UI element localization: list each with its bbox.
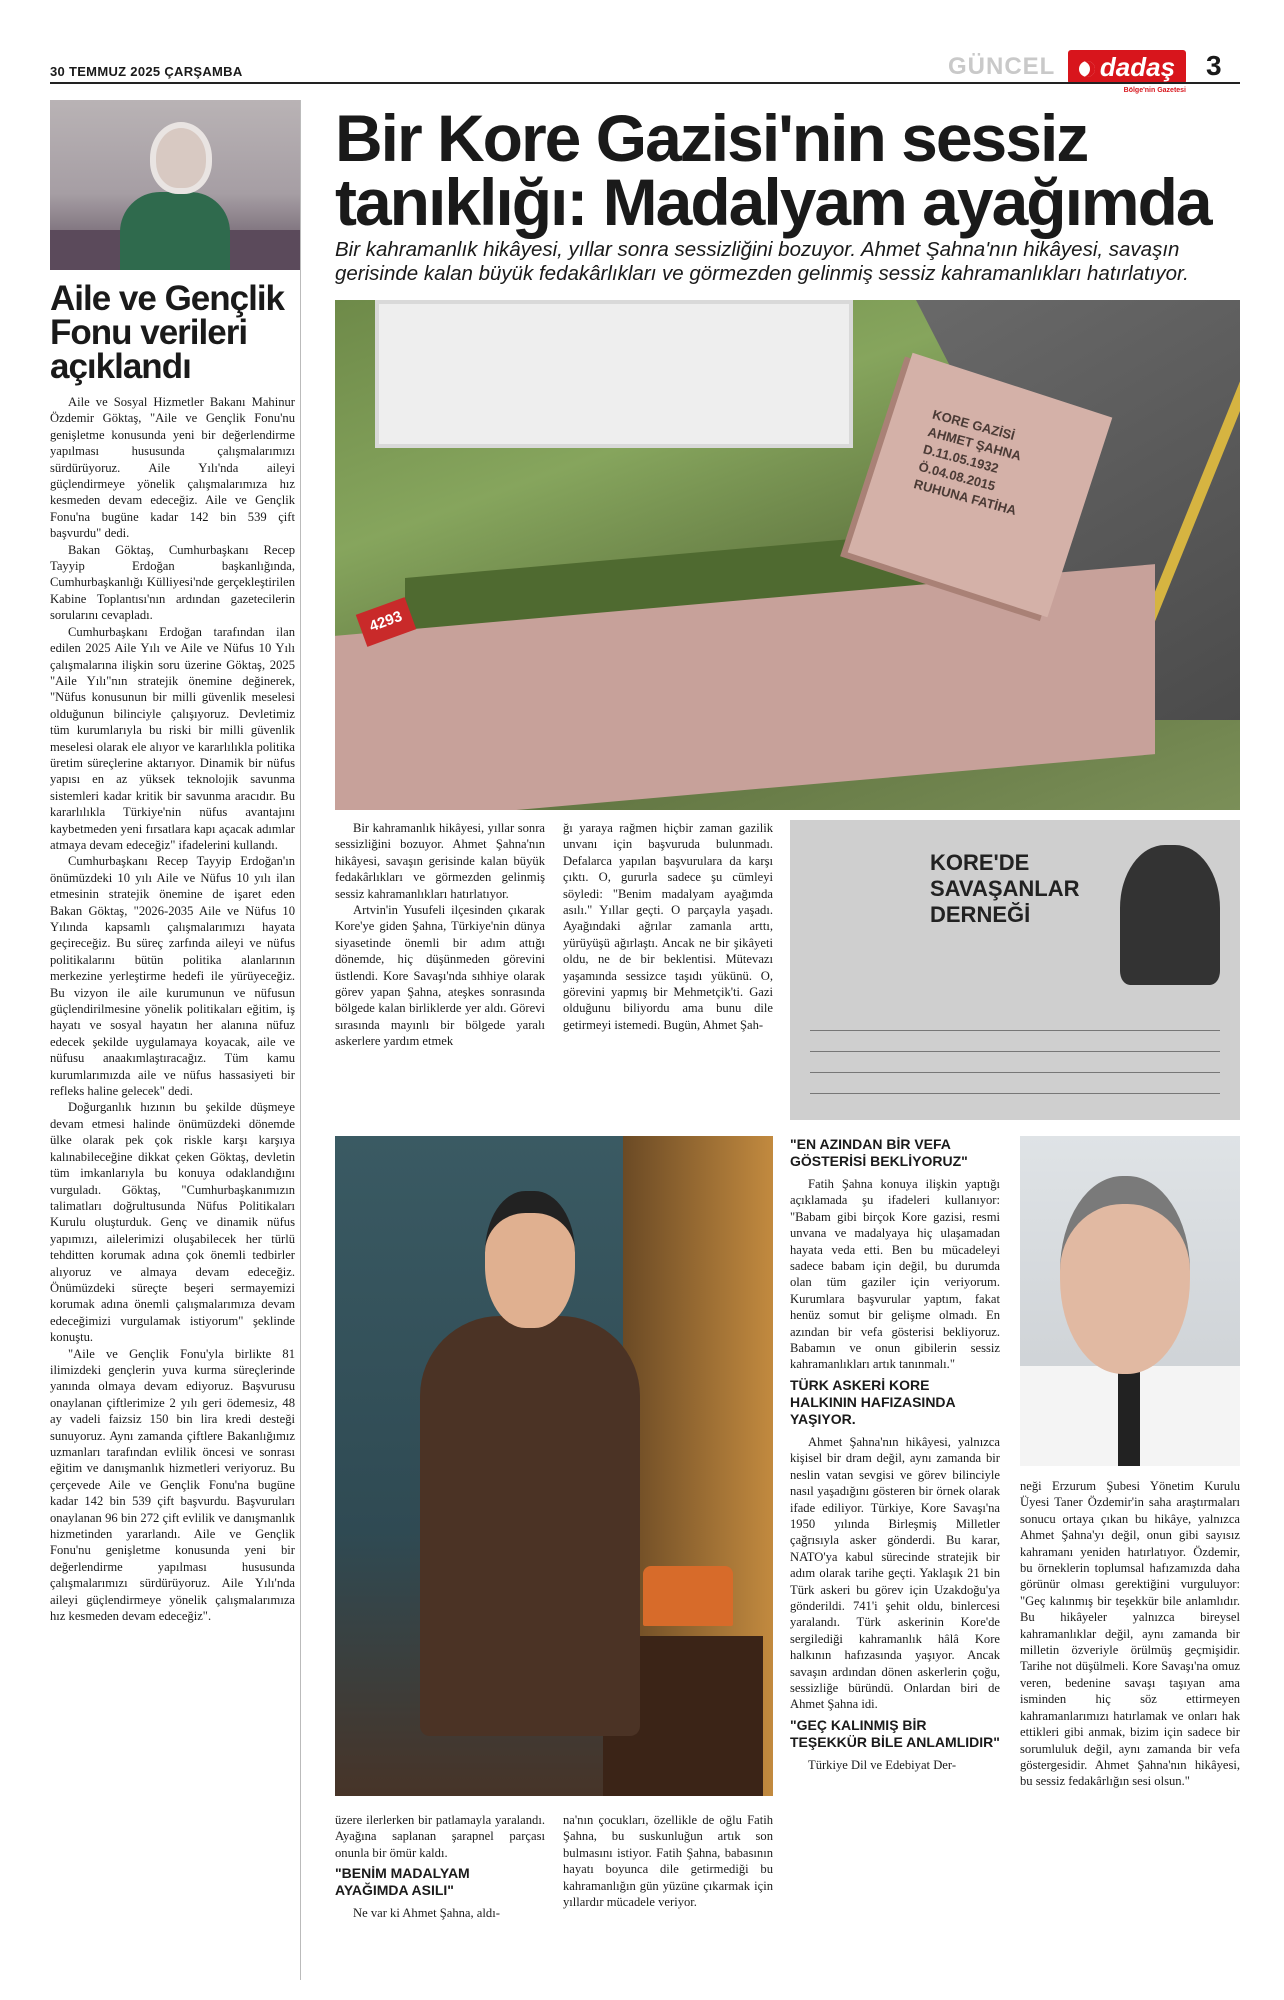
paragraph: na'nın çocukları, özellikle de oğlu Fatih Şahna, bu suskunluğun artık son bulmasını istiyor. Fatih Şahna, babasının hayatı boyunca dile getirmediği bu kahramanlığın gün yüzüne çıkarmak için yıllardır mücadele veriyor. [563, 1813, 773, 1910]
page-number: 3 [1206, 50, 1222, 81]
subheading: "GEÇ KALINMIŞ BİR TEŞEKKÜR BİLE ANLAMLIDIR" [790, 1716, 1000, 1750]
column-divider [300, 100, 301, 1980]
soldier-portrait-photo [335, 1136, 773, 1796]
right-column-2 [1020, 1478, 1240, 1790]
gravestone-inscription: KORE GAZİSİ AHMET ŞAHNA D.11.05.1932 Ö.04.08.2015 RUHUNA FATİHA [912, 406, 1023, 518]
main-headline: Bir Kore Gazisi'nin sessiz tanıklığı: Madalyam ayağımda [335, 101, 1211, 239]
header-rule [50, 82, 1240, 84]
certificate-title: KORE'DE SAVAŞANLAR DERNEĞİ [930, 850, 1080, 927]
minister-photo [50, 100, 300, 270]
main-column-4 [563, 1812, 773, 1910]
paragraph: Fatih Şahna konuya ilişkin yaptığı açıklamada şu ifadeleri kullanıyor: "Babam gibi birçok Kore gazisi, resmi unvana ve madalyaya hiç ulaşamadan hayata veda etti. Ben bu mücadeleyi sadece babam için değil, bu durumda olan tüm gaziler için veriyorum. Kurumlara başvurular yaptım, fakat henüz somut bir gelişme olmadı. En azından bir vefa gösterisi bekliyoruz. Babamın ve onun gibilerin sessiz kahramanlıkları artık tanınmalı." [790, 1177, 1000, 1372]
crescent-icon [1079, 61, 1095, 77]
paragraph: Bir kahramanlık hikâyesi, yıllar sonra sessizliğini bozuyor. Ahmet Şahna'nın hikâyesi, savaşın gerisinde kalan büyük fedakârlıkları ve görmezden gelinmiş sessiz kahramanlıkları hatırlatıyor. [335, 821, 545, 901]
logo-tagline: Bölge'nin Gazetesi [1123, 87, 1186, 94]
main-subheadline: Bir kahramanlık hikâyesi, yıllar sonra sessizliğini bozuyor. Ahmet Şahna'nın hikâyesi, savaşın gerisinde kalan büyük fedakârlıkları ve görmezden gelinmiş sessiz kahramanlıkları hatırlatıyor. [335, 238, 1189, 285]
paragraph: Doğurganlık hızının bu şekilde düşmeye devam etmesi halinde önümüzdeki dönemde ülke olarak pek çok riskle karşı karşıya kalınabileceğine dikkat çeken Göktaş, devletin tüm imkanlarıyla bu konuya odaklandığını vurguladı. Göktaş, "Cumhurbaşkanımızın talimatları doğrultusunda Nüfus Politikaları Kurulu oluşturduk. Genç ve dinamik nüfus yapımızı, ailelerimizi oluşabilecek her türlü tehditten korumak adına çok önemli tedbirler alıyoruz ve almaya devam edeceğiz. Önümüzdeki süreçte beşeri sermayemizi korumak adına önemli çalışmalarımıza devam edeceğimizi vurgulamak istiyorum" şeklinde konuştu. [50, 1100, 295, 1345]
main-column-2 [563, 820, 773, 1033]
paragraph: Türkiye Dil ve Edebiyat Der- [808, 1757, 957, 1772]
right-column-1 [790, 1132, 1000, 1773]
paragraph: neği Erzurum Şubesi Yönetim Kurulu Üyesi Taner Özdemir'in saha araştırmaları sonucu ortaya çıkan bu hikâye, yalnızca Ahmet Şahna'yı değil, onun gibi sayısız kahramanı yeniden hatırlatıyor. Özdemir, bu örneklerin toplumsal hafızamızda daha görünür olması gerektiğini vurguluyor: "Geç kalınmış bir teşekkür bile anlamlıdır. Bu hikâyeler yalnızca bireysel kahramanlıklar değil, aynı zamanda bir milletin özveriyle örülmüş geçmişidir. Tarihe not düşülmeli. Kore Savaşı'na omuz veren, bedenine savaşı taşıyan ama isminden hiç söz ettirmeyen kahramanlarımızı hatırlamak ve onları hak ettikleri gibi anmak, bizim için sadece bir sorumluluk değil, aynı zamanda bir vefa göstergesidir. Ahmet Şahna'nın hikâyesi, bu sessiz fedakârlığın sesi olsun." [1020, 1479, 1240, 1789]
subheading: "EN AZINDAN BİR VEFA GÖSTERİSİ BEKLİYORUZ" [790, 1136, 968, 1169]
newspaper-logo[interactable] [1068, 50, 1186, 94]
paragraph: Cumhurbaşkanı Erdoğan tarafından ilan edilen 2025 Aile Yılı ve Aile ve Nüfus 10 Yılı çalışmalarına ilişkin soru üzerine Göktaş, 2025 "Aile Yılı"nın stratejik önemine değinerek, "Nüfus konusunun bir milli güvenlik meselesi olduğunun bilinciyle çalışıyoruz. Devletimiz tüm kurumlarıyla bu riski bir milli güvenlik meselesi olarak ele alıyor ve kararlılıkla politika üretim süreçlerine aktarıyor. Dinamik bir nüfus yapısı en az yüksek teknolojik savunma sistemleri kadar kritik bir savunma aracıdır. Bu kararlılıkla Türkiye'nin nüfus avantajını kaybetmeden yeni fırsatlara kapı açacak adımlar atmaya devam edeceğiz" ifadelerini kullandı. [50, 624, 295, 852]
side-article-body [50, 394, 295, 1624]
section-label: GÜNCEL [948, 53, 1056, 80]
grave-number-tag: 4293 [356, 597, 416, 647]
subheading: TÜRK ASKERİ KORE HALKININ HAFIZASINDA YAŞIYOR. [790, 1376, 956, 1427]
logo-text: dadaş [1099, 52, 1176, 82]
paragraph: Ne var ki Ahmet Şahna, aldı- [353, 1906, 500, 1921]
grave-photo [335, 300, 1240, 810]
paragraph: Cumhurbaşkanı Recep Tayyip Erdoğan'ın önümüzdeki 10 yılı Aile ve Nüfus 10 yılı ilan etmesinin stratejik önemine de işaret eden Bakan Göktaş, "2026-2035 Aile ve Nüfus 10 Yılında kapsamlı çalışmalarımızı hayata geçireceğiz. Bu süreç zarfında aileyi ve nüfus politikalarını bütün politika alanlarının merkezine yerleştirme hedefi ile yürüyeceğiz. Bu vizyon ile aile kurumunun ve nüfusun güçlendirilmesine yönelik politikaları eğitim, iş hayatı ve sosyal hayatın her alanına nüfuz edecek şekilde uygulamaya koyacak, aile ve nüfusu anaakımlaştıracağız. Tüm kamu kurumlarımızda aile ve nüfus hassasiyeti bir refleks haline gelecek" dedi. [50, 854, 295, 1099]
paragraph: üzere ilerlerken bir patlamayla yaralandı. Ayağına saplanan şarapnel parçası onunla bir ömür kaldı. [335, 1813, 545, 1860]
issue-date: 30 TEMMUZ 2025 ÇARŞAMBA [50, 64, 243, 79]
taner-ozdemir-photo [1020, 1136, 1240, 1466]
paragraph: "Aile ve Gençlik Fonu'yla birlikte 81 ilimizdeki gençlerin yuva kurma süreçlerinde yanında olmaya devam ediyoruz. Başvurusu onaylanan çiftlerimize 2 yılı geri ödemesiz, 48 ay vadeli faizsiz 150 bin lira kredi desteği sunuyoruz. Aynı zamanda çiftlere Bakanlığımız uzmanları tarafından evlilik öncesi ve sonrası eğitim ve danışmanlık hizmetleri veriyoruz. Bu çerçevede Aile ve Gençlik Fonu'na bugüne kadar 142 bin 539 çift başvurdu. Başvuruları onaylanan 96 bin 272 çift evlilik ve danışmanlık hizmetinden yararlandı. Aile ve Gençlik Fonu'nu genişletme konusunda yeni bir değerlendirme yapılması hususunda çalışmalarımızı sürdürüyoruz. Aile Yılı'nda aileyi güçlendirmeye yönelik çalışmalarımıza hız kesmeden devam edeceğiz". [50, 1346, 295, 1624]
main-column-3 [335, 1812, 545, 1922]
main-column-1 [335, 820, 545, 1050]
paragraph: Ahmet Şahna'nın hikâyesi, yalnızca kişisel bir dram değil, aynı zamanda bir neslin vatan sevgisi ve görev bilinciyle nasıl yaşadığını gösteren bir örnek olarak ifade ediliyor. Türkiye, Kore Savaşı'na 1950 yılında Birleşmiş Milletler çağrısıyla asker gönderdi. Bu karar, NATO'ya kabul sürecinde stratejik bir adım olarak tarihe geçti. Yaklaşık 21 bin Türk askeri bu görev için Uzakdoğu'ya gönderildi. 741'i şehit oldu, binlercesi yaralandı. Türk askerinin Kore'de sergilediği kahramanlık hâlâ Kore halkının hafızasında yaşıyor. Ancak savaşın ardından dönen askerlerin çoğu, sessizliğe büründü. Onlardan biri de Ahmet Şahna idi. [790, 1434, 1000, 1712]
paragraph: Bakan Göktaş, Cumhurbaşkanı Recep Tayyip Erdoğan başkanlığında, Cumhurbaşkanlığı Külliyesi'nde gerçekleştirilen Kabine Toplantısı'nın ardından gazetecilerin sorularını cevapladı. [50, 542, 295, 623]
paragraph: Aile ve Sosyal Hizmetler Bakanı Mahinur Özdemir Göktaş, "Aile ve Gençlik Fonu'nu genişletme konusunda yeni bir değerlendirme yapılması hususunda çalışmalarımızı sürdürüyoruz. Aile Yılı'nda aileyi güçlendirmeye yönelik çalışmalarımıza hız kesmeden devam edeceğiz. Aile ve Gençlik Fonu'na bugüne kadar 142 bin 539 çift başvurdu" dedi. [50, 395, 295, 541]
veterans-certificate-photo [790, 820, 1240, 1120]
paragraph: Artvin'in Yusufeli ilçesinden çıkarak Kore'ye giden Şahna, Türkiye'nin dünya siyasetinde önemli bir adım attığı dönemde, hiç düşünmeden görevini üstlendi. Kore Savaşı'nda sıhhiye olarak görev yapan Şahna, ateşkes sonrasında bölgede kalan birliklerde yer aldı. Görevi sırasında mayınlı bir bölgede yaralı askerlere yardım etmek [335, 903, 545, 1049]
side-article-title: Aile ve Gençlik Fonu verileri açıklandı [50, 279, 285, 386]
subheading: "BENİM MADALYAM AYAĞIMDA ASILI" [335, 1865, 470, 1899]
paragraph: ğı yaraya rağmen hiçbir zaman gazilik unvanı için başvuruda bulunmadı. Defalarca yapılan başvurulara da karşı çıktı. O, gururla sadece şu cümleyi söyledi: "Benim madalyam ayağımda asılı." Yıllar geçti. O parçayla yaşadı. Ayağındaki ağrılar zamanla arttı, yürüyüşü ağırlaştı. Ancak ne bir şikâyeti oldu, ne de bir beklentisi. Mütevazı yaşamında sessizce taşıdı yükünü. O, görevini yapmış bir Mehmetçik'ti. Gazi olduğunu biliyordu ama bunu dile getirmeyi istemedi. Bugün, Ahmet Şah- [563, 821, 773, 1032]
